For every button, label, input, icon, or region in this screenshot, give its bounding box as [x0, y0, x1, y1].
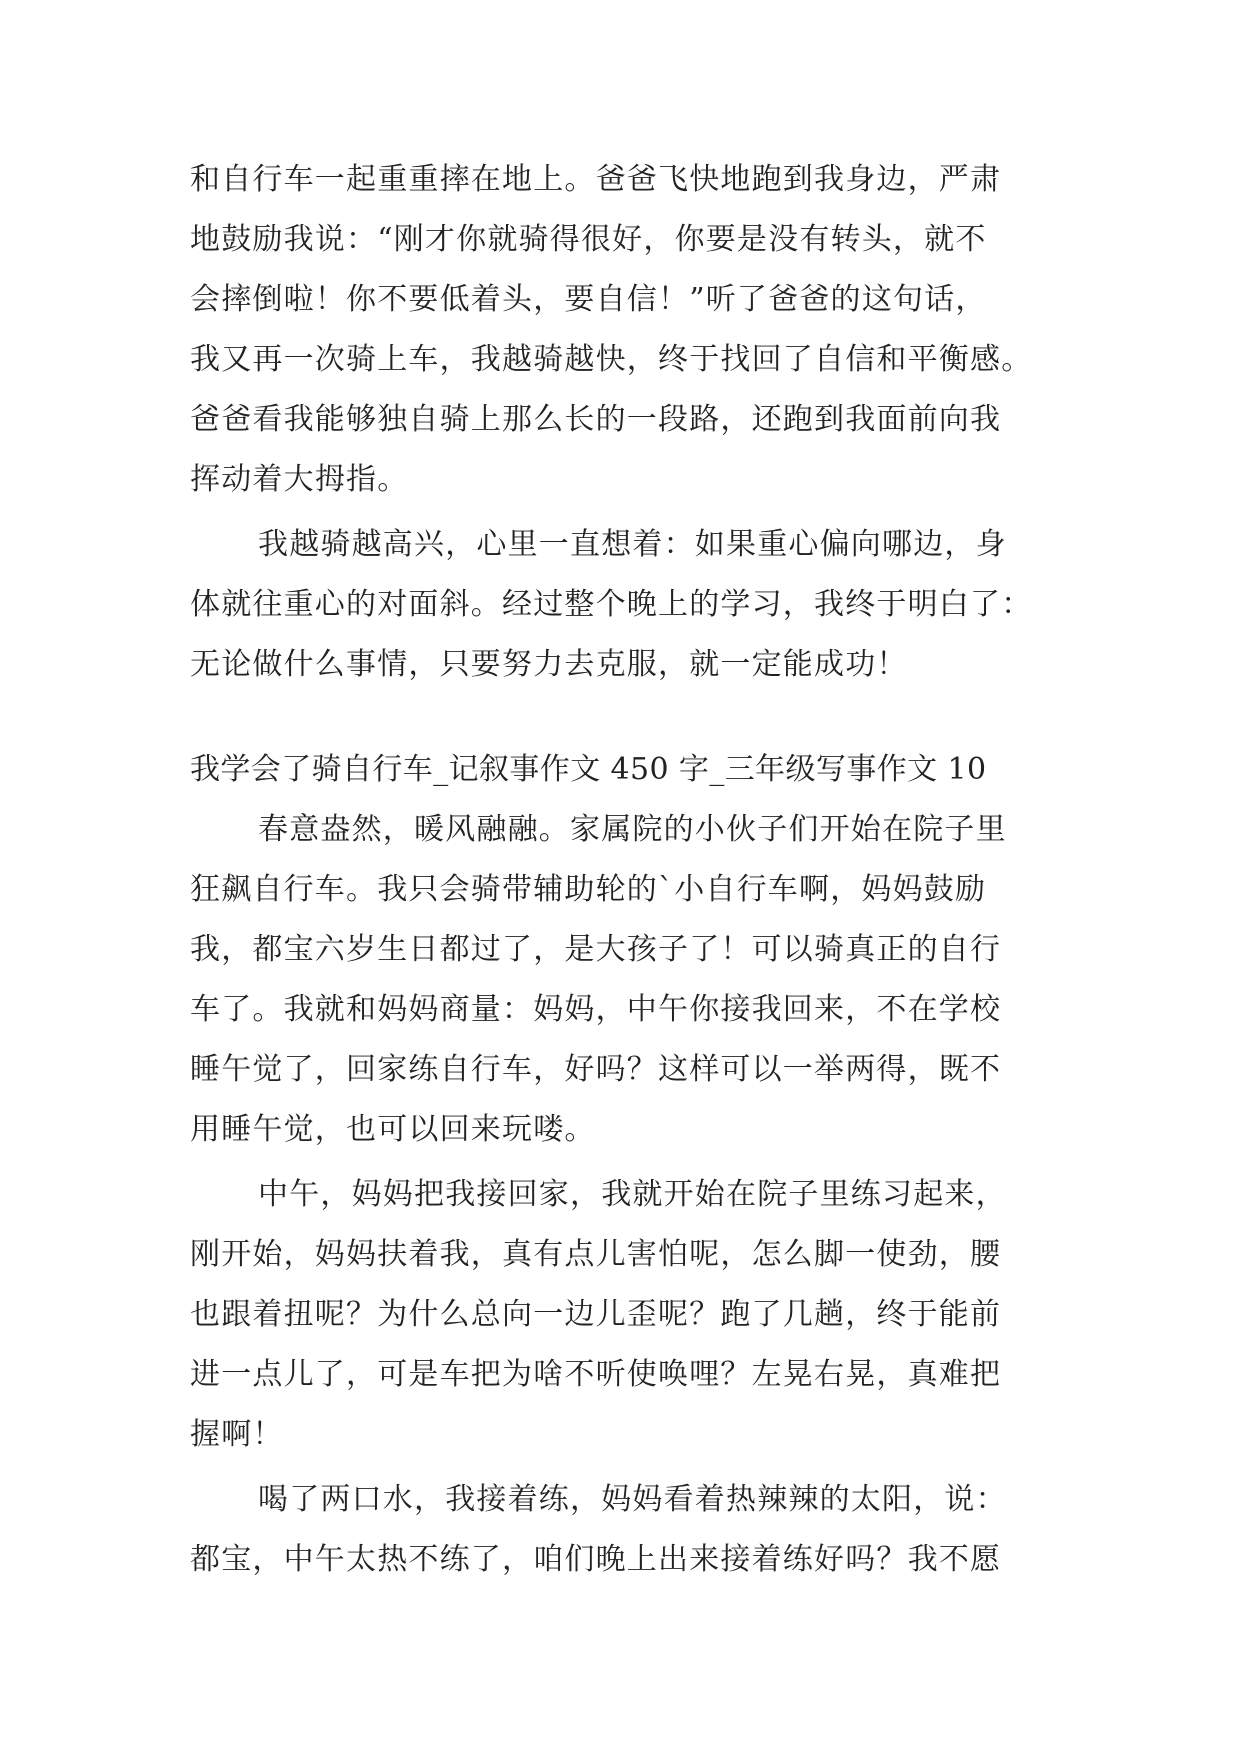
text-line: 和自行车一起重重摔在地上。爸爸飞快地跑到我身边，严肃 [190, 162, 1002, 197]
text-line: 会摔倒啦！你不要低着头，要自信！”听了爸爸的这句话， [190, 282, 987, 317]
text-line: 体就往重心的对面斜。经过整个晚上的学习，我终于明白了： [190, 587, 1033, 622]
text-line: 握啊！ [190, 1417, 284, 1452]
text-line: 也跟着扭呢？为什么总向一边儿歪呢？跑了几趟，终于能前 [190, 1297, 1002, 1332]
text-line: 狂飙自行车。我只会骑带辅助轮的`小自行车啊，妈妈鼓励 [190, 872, 987, 907]
text-line: 我又再一次骑上车，我越骑越快，终于找回了自信和平衡感。 [190, 342, 1033, 377]
text-line: 挥动着大拇指。 [190, 462, 409, 497]
text-line: 春意盎然，暖风融融。家属院的小伙子们开始在院子里 [258, 812, 1007, 847]
text-line: 睡午觉了，回家练自行车，好吗？这样可以一举两得，既不 [190, 1052, 1002, 1087]
text-line: 进一点儿了，可是车把为啥不听使唤哩？左晃右晃，真难把 [190, 1357, 1002, 1392]
text-line: 我越骑越高兴，心里一直想着：如果重心偏向哪边，身 [258, 527, 1007, 562]
text-line: 我，都宝六岁生日都过了，是大孩子了！可以骑真正的自行 [190, 932, 1002, 967]
text-line: 都宝，中午太热不练了，咱们晚上出来接着练好吗？我不愿 [190, 1542, 1002, 1577]
text-line: 用睡午觉，也可以回来玩喽。 [190, 1112, 596, 1147]
text-line: 爸爸看我能够独自骑上那么长的一段路，还跑到我面前向我 [190, 402, 1002, 437]
text-line: 无论做什么事情，只要努力去克服，就一定能成功！ [190, 647, 908, 682]
text-line: 喝了两口水，我接着练，妈妈看着热辣辣的太阳，说： [258, 1482, 1007, 1517]
essay-heading: 我学会了骑自行车_记叙事作文 450 字_三年级写事作文 10 [190, 752, 987, 787]
text-line: 地鼓励我说：“刚才你就骑得很好，你要是没有转头，就不 [190, 222, 987, 257]
text-line: 中午，妈妈把我接回家，我就开始在院子里练习起来， [258, 1177, 1007, 1212]
text-line: 车了。我就和妈妈商量：妈妈，中午你接我回来，不在学校 [190, 992, 1002, 1027]
text-line: 刚开始，妈妈扶着我，真有点儿害怕呢，怎么脚一使劲，腰 [190, 1237, 1002, 1272]
